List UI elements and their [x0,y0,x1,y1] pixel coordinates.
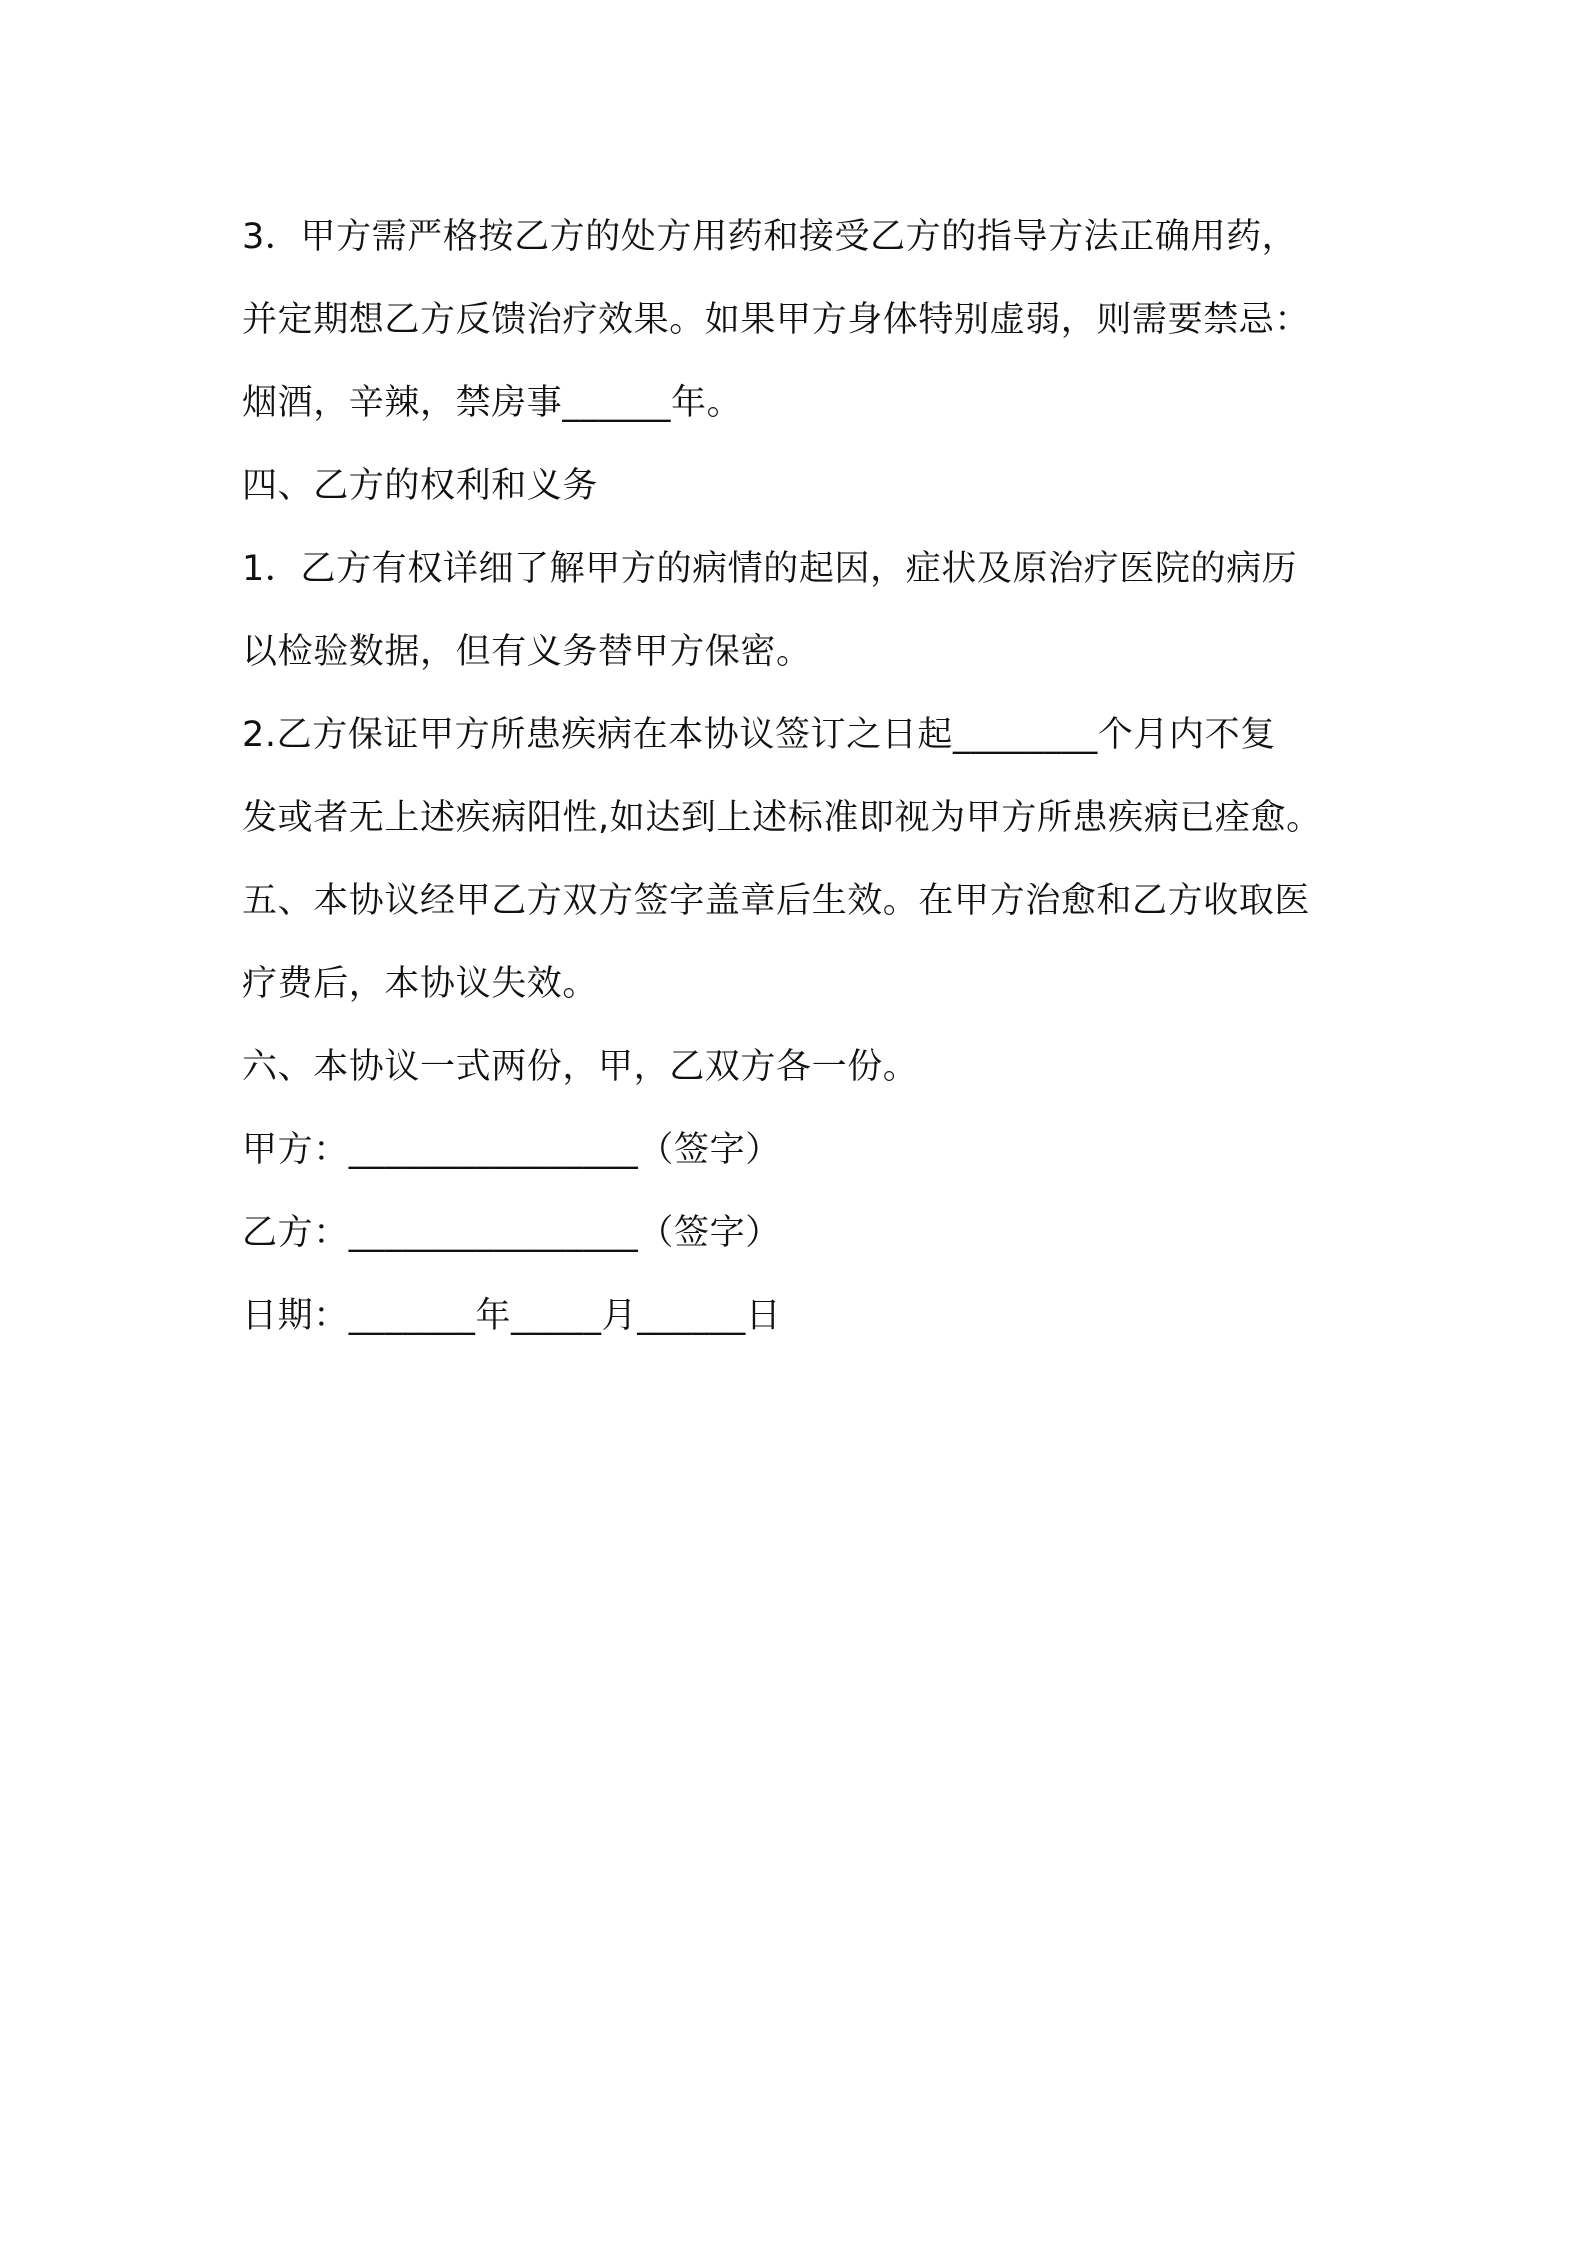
document-body [242,196,1372,1358]
section-4-item-1-line-1: 1．乙方有权详细了解甲方的病情的起因，症状及原治疗医院的病历 [242,549,1298,589]
section-6: 六、本协议一式两份，甲，乙双方各一份。 [242,1047,919,1087]
section-5-line-2: 疗费后，本协议失效。 [242,964,599,1004]
date-line: 日期：_______年_____月______日 [242,1296,782,1336]
party-b-signature: 乙方：________________（签字） [242,1213,781,1253]
section-4-item-2-line-2: 发或者无上述疾病阳性,如达到上述标准即视为甲方所患疾病已痊愈。 [242,798,1322,838]
party-a-signature: 甲方：________________（签字） [242,1130,781,1170]
clause-3-line-2: 并定期想乙方反馈治疗效果。如果甲方身体特别虚弱，则需要禁忌： [242,300,1311,340]
section-4-item-1-line-2: 以检验数据，但有义务替甲方保密。 [242,632,812,672]
clause-3-line-3: 烟酒，辛辣，禁房事______年。 [242,383,743,423]
section-4-item-2-line-1: 2.乙方保证甲方所患疾病在本协议签订之日起________个月内不复 [242,715,1276,755]
section-4-heading: 四、乙方的权利和义务 [242,466,599,506]
clause-3-line-1: 3．甲方需严格按乙方的处方用药和接受乙方的指导方法正确用药， [242,217,1298,257]
section-5-line-1: 五、本协议经甲乙方双方签字盖章后生效。在甲方治愈和乙方收取医 [242,881,1311,921]
